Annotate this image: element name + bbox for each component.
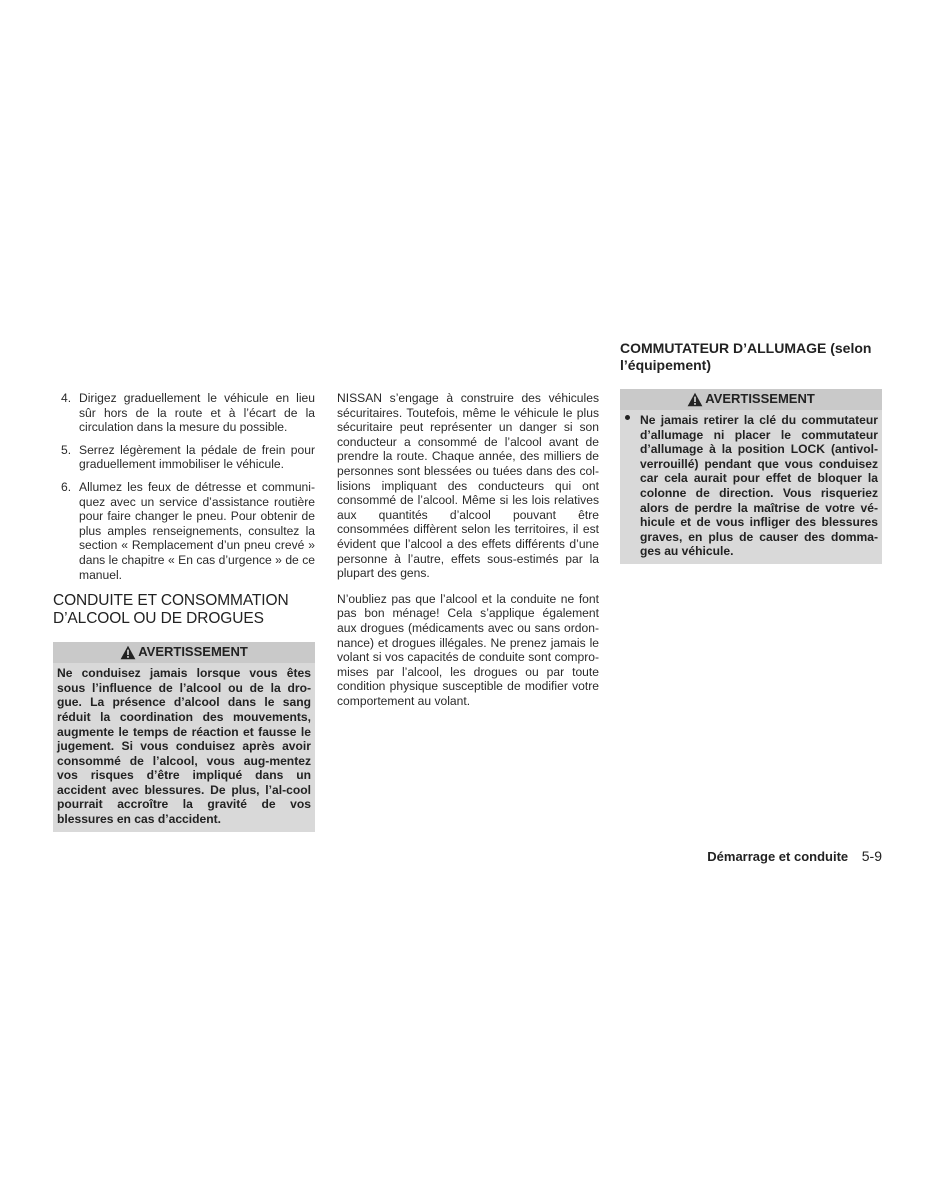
- warning-heading: AVERTISSEMENT: [138, 644, 248, 660]
- step-number: 5.: [61, 442, 72, 457]
- list-item: [53, 443, 315, 472]
- warning-triangle-icon: [120, 645, 136, 660]
- bullet-icon: [625, 415, 630, 420]
- step-number: 4.: [61, 391, 72, 405]
- step-text: Serrez légèrement la pédale de frein pour graduellement immobiliser le véhicule.: [79, 442, 315, 472]
- steps-list: [53, 391, 315, 582]
- section-title-ignition: COMMUTATEUR D’ALLUMAGE (selon l’équipement): [620, 340, 872, 373]
- warning-triangle-icon: [687, 392, 703, 407]
- warning-box-ignition: [620, 389, 882, 564]
- warning-header: [53, 642, 315, 663]
- column-middle: [337, 391, 599, 719]
- section-title-alcohol: CONDUITE ET CONSOMMATION D’ALCOOL OU DE DROGUES: [53, 592, 289, 628]
- paragraph: NISSAN s’engage à construire des véhicules sécuritaires. Toutefois, même le véhicule le plus sécuritaire peut représenter un danger si son conducteur a consommé de l’alcool avant de prendre la route. Chaque année, des milliers de personnes sont blessées ou tuées dans des col-lisions impliquant des conducteurs qui ont consommé de l’alcool. Même si les lois relatives aux quantités d’alcool pouvant être consommées diffèrent selon les territoires, il est évident que l’alcool a des effets différents d’une personne à l’autre, effets sous-estimés par la plupart des gens.: [337, 391, 599, 581]
- list-item: [53, 480, 315, 582]
- warning-heading: AVERTISSEMENT: [705, 391, 815, 407]
- step-text: Allumez les feux de détresse et communi-quez avec un service d’assistance routière pour faire changer le pneu. Pour obtenir de plus amples renseignements, consultez la section « Remplacement d’un pneu crevé » dans le chapitre « En cas d’urgence » de ce manuel.: [79, 479, 315, 582]
- warning-header: [620, 389, 882, 410]
- page-number: 5-9: [861, 848, 882, 864]
- footer-section-name: Démarrage et conduite: [707, 849, 849, 864]
- warning-text: Ne jamais retirer la clé du commutateur d’allumage ni placer le commutateur d’allumage à la position LOCK (antivol-verrouillé) pendant que vous conduisez car cela aurait pour effet de bloquer la colonne de direction. Vous risqueriez alors de perdre la maîtrise de votre vé-hicule et de vous infliger des blessures graves, en plus de causer des domma-ges au véhicule.: [640, 413, 878, 559]
- step-text: Dirigez graduellement le véhicule en lieu sûr hors de la route et à l’écart de la circulation dans la mesure du possible.: [79, 391, 315, 435]
- paragraph: N’oubliez pas que l’alcool et la conduite ne font pas bon ménage! Cela s’applique également aux drogues (médicaments avec ou sans ordon-nance) et drogues illégales. Ne prenez jamais le volant si vos capacités de conduite sont compro-mises par l’alcool, les drogues ou par toute condition physique susceptible de modifier votre comportement au volant.: [337, 591, 599, 708]
- warning-box-alcohol: [53, 642, 315, 832]
- warning-bullet-item: [620, 410, 882, 559]
- list-item: [53, 391, 315, 435]
- column-left: [53, 391, 315, 832]
- column-right: [620, 340, 882, 564]
- step-number: 6.: [61, 479, 72, 494]
- page-footer: [707, 848, 882, 864]
- warning-text: Ne conduisez jamais lorsque vous êtes sous l’influence de l’alcool ou de la dro-gue. La présence d’alcool dans le sang réduit la coordination des mouvements, augmente le temps de réaction et fausse le jugement. Si vous conduisez après avoir consommé de l’alcool, vous aug-mentez vos risques d’être impliqué dans un accident avec blessures. De plus, l’al-cool pourrait accroître la gravité de vos blessures en cas d’accident.: [57, 666, 311, 827]
